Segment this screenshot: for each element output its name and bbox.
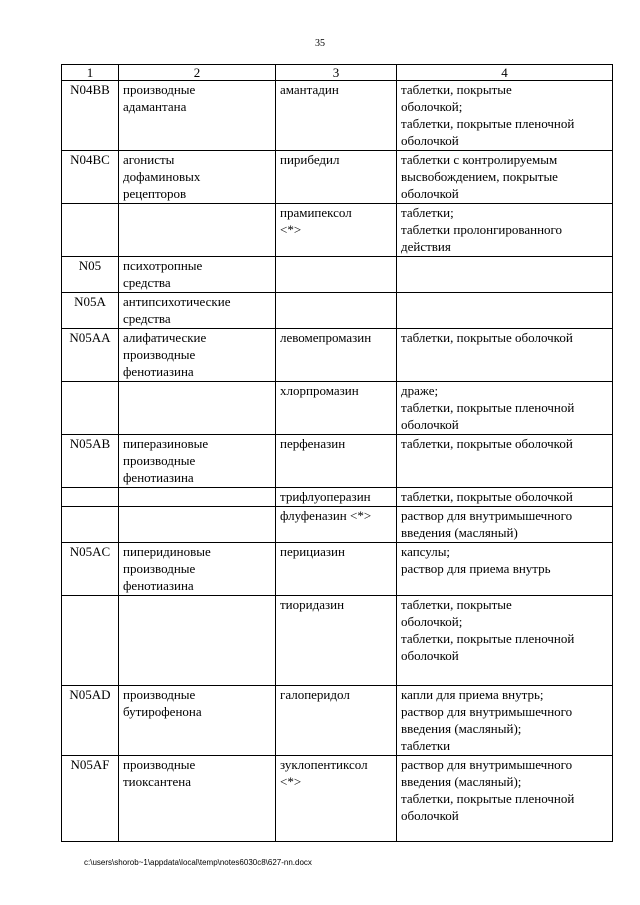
cell-text-line: высвобождением, покрытые [401,169,558,184]
table-header-row [62,65,613,81]
dosage-form-cell [397,596,613,686]
table-row [62,543,613,596]
cell-text-line: фенотиазина [123,470,194,485]
header-cell: 2 [119,65,276,81]
cell-text-line: таблетки, покрытые [401,82,512,97]
cell-text-line: таблетки пролонгированного [401,222,563,237]
cell-text-line: таблетки, покрытые [401,597,512,612]
dosage-form-cell [397,756,613,842]
cell-text-line: перфеназин [280,436,346,451]
atc-code-cell [62,382,119,435]
atc-code-cell [62,488,119,507]
cell-text-line: оболочкой [401,133,459,148]
table-row [62,686,613,756]
cell-text-line: фенотиазина [123,364,194,379]
table-row [62,507,613,543]
group-name-cell [119,151,276,204]
dosage-form-cell [397,151,613,204]
table-row [62,756,613,842]
cell-text-line: введения (масляный); [401,721,522,736]
cell-text-line: таблетки, покрытые пленочной [401,631,575,646]
dosage-form-cell [397,543,613,596]
atc-code-cell: N05A [62,293,119,329]
cell-text-line: средства [123,275,171,290]
drug-name-cell [276,382,397,435]
drug-name-cell [276,596,397,686]
dosage-form-cell [397,382,613,435]
cell-text-line: оболочкой [401,417,459,432]
drug-name-cell [276,756,397,842]
cell-text-line: производные [123,347,196,362]
cell-text-line: галоперидол [280,687,350,702]
dosage-form-cell [397,329,613,382]
cell-text-line: антипсихотические [123,294,231,309]
dosage-form-cell [397,204,613,257]
dosage-form-cell [397,507,613,543]
cell-text-line: алифатические [123,330,207,345]
cell-text-line: пирибедил [280,152,340,167]
table-row [62,488,613,507]
dosage-form-cell [397,435,613,488]
cell-text-line: таблетки, покрытые оболочкой [401,436,573,451]
cell-text-line: средства [123,311,171,326]
table-row [62,435,613,488]
cell-text-line: раствор для внутримышечного [401,704,573,719]
drug-name-cell [276,543,397,596]
cell-text-line: оболочкой [401,648,459,663]
cell-text-line: хлорпромазин [280,383,359,398]
cell-text-line: фенотиазина [123,578,194,593]
table-row [62,329,613,382]
cell-text-line: таблетки, покрытые оболочкой [401,330,573,345]
cell-text-line: раствор для внутримышечного [401,508,573,523]
drug-name-cell [276,151,397,204]
cell-text-line: психотропные [123,258,203,273]
header-cell: 1 [62,65,119,81]
group-name-cell [119,382,276,435]
cell-text-line: тиоридазин [280,597,345,612]
group-name-cell [119,756,276,842]
page-number: 35 [315,38,325,49]
group-name-cell [119,257,276,293]
cell-text-line: капсулы; [401,544,451,559]
atc-code-cell: N05 [62,257,119,293]
cell-text-line: агонисты [123,152,175,167]
cell-text-line: производные [123,757,196,772]
cell-text-line: оболочкой; [401,614,463,629]
group-name-cell [119,686,276,756]
group-name-cell [119,329,276,382]
cell-text-line: флуфеназин <*> [280,508,372,523]
drug-name-cell [276,293,397,329]
cell-text-line: драже; [401,383,439,398]
cell-text-line: таблетки; [401,205,454,220]
group-name-cell [119,543,276,596]
table-row [62,257,613,293]
atc-code-cell: N05AA [62,329,119,382]
drug-name-cell [276,507,397,543]
atc-code-cell [62,507,119,543]
cell-text-line: зуклопентиксол [280,757,368,772]
cell-text-line: таблетки, покрытые пленочной [401,400,575,415]
atc-code-cell: N05AB [62,435,119,488]
cell-text-line: таблетки [401,738,451,753]
atc-code-cell: N05AC [62,543,119,596]
cell-text-line: пиперидиновые [123,544,211,559]
cell-text-line: действия [401,239,451,254]
drug-name-cell [276,686,397,756]
atc-code-cell: N04BC [62,151,119,204]
cell-text-line: амантадин [280,82,339,97]
group-name-cell [119,81,276,151]
table-row [62,382,613,435]
atc-code-cell: N05AF [62,756,119,842]
drug-name-cell [276,81,397,151]
dosage-form-cell [397,488,613,507]
cell-text-line: оболочкой; [401,99,463,114]
cell-text-line: оболочкой [401,808,459,823]
cell-text-line: оболочкой [401,186,459,201]
cell-text-line: трифлуоперазин [280,489,371,504]
cell-text-line: <*> [280,774,302,789]
group-name-cell [119,488,276,507]
cell-text-line: производные [123,561,196,576]
cell-text-line: пиперазиновые [123,436,209,451]
group-name-cell [119,507,276,543]
dosage-form-cell [397,293,613,329]
table-row [62,151,613,204]
atc-code-cell: N05AD [62,686,119,756]
header-cell: 3 [276,65,397,81]
table-row [62,293,613,329]
cell-text-line: бутирофенона [123,704,202,719]
cell-text-line: тиоксантена [123,774,191,789]
cell-text-line: раствор для внутримышечного [401,757,573,772]
atc-code-cell [62,596,119,686]
table-row [62,204,613,257]
group-name-cell [119,293,276,329]
dosage-form-cell [397,686,613,756]
cell-text-line: адамантана [123,99,187,114]
drug-name-cell [276,435,397,488]
cell-text-line: капли для приема внутрь; [401,687,544,702]
cell-text-line: таблетки, покрытые пленочной [401,116,575,131]
cell-text-line: раствор для приема внутрь [401,561,551,576]
footer-file-path: c:\users\shorob~1\appdata\local\temp\notes6030c8\627-nn.docx [84,858,312,867]
cell-text-line: производные [123,82,196,97]
cell-text-line: дофаминовых [123,169,201,184]
table-row [62,81,613,151]
cell-text-line: введения (масляный); [401,774,522,789]
cell-text-line: рецепторов [123,186,187,201]
table-row [62,596,613,686]
group-name-cell [119,204,276,257]
group-name-cell [119,435,276,488]
cell-text-line: левомепромазин [280,330,372,345]
medicines-table [61,64,613,842]
cell-text-line: перициазин [280,544,345,559]
header-cell: 4 [397,65,613,81]
cell-text-line: введения (масляный) [401,525,518,540]
drug-name-cell [276,488,397,507]
drug-name-cell [276,257,397,293]
cell-text-line: таблетки, покрытые пленочной [401,791,575,806]
cell-text-line: таблетки с контролируемым [401,152,558,167]
cell-text-line: производные [123,687,196,702]
atc-code-cell [62,204,119,257]
drug-name-cell [276,329,397,382]
dosage-form-cell [397,81,613,151]
cell-text-line: прамипексол [280,205,352,220]
cell-text-line: производные [123,453,196,468]
dosage-form-cell [397,257,613,293]
atc-code-cell: N04BB [62,81,119,151]
group-name-cell [119,596,276,686]
cell-text-line: таблетки, покрытые оболочкой [401,489,573,504]
cell-text-line: <*> [280,222,302,237]
drug-name-cell [276,204,397,257]
